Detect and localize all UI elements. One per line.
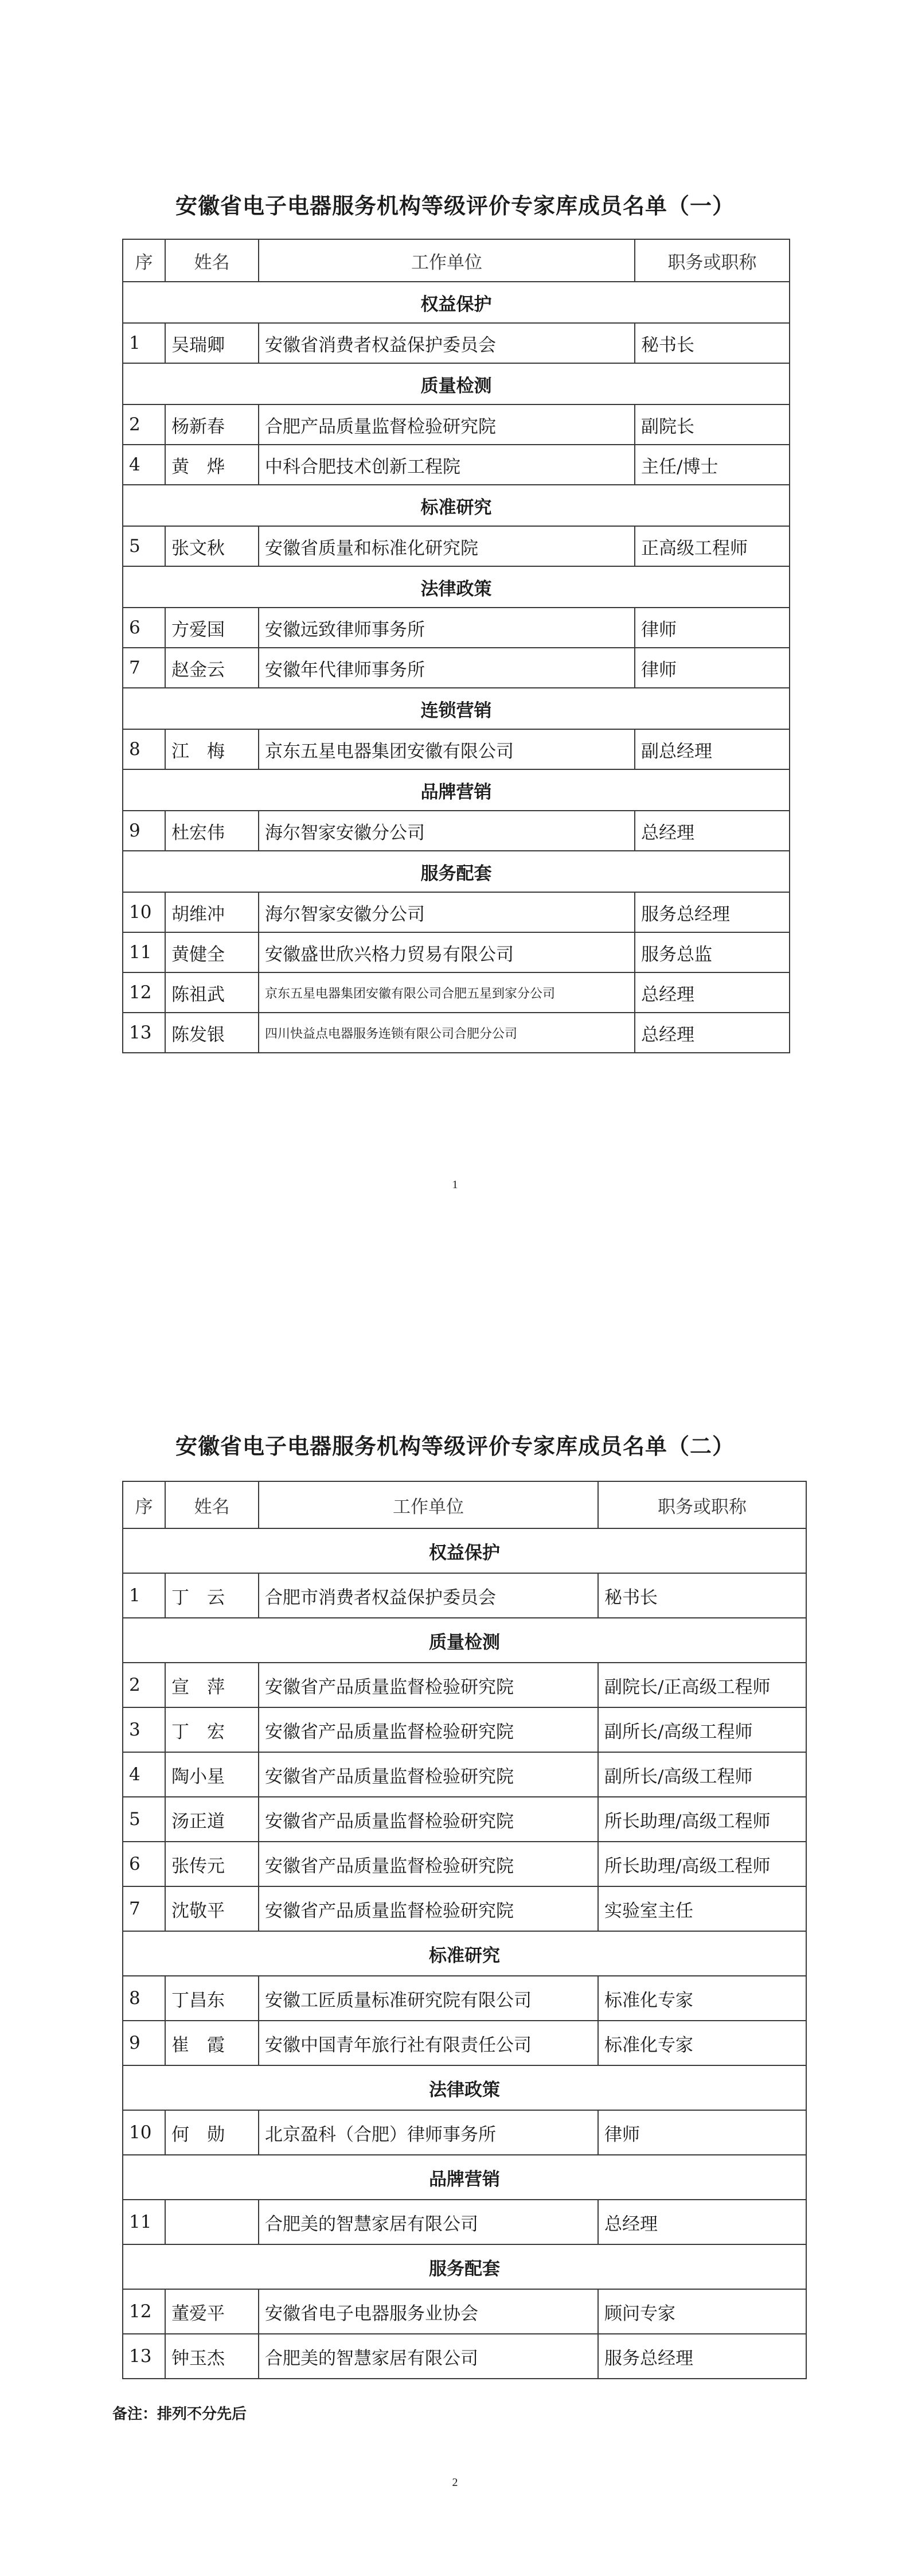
table-row (123, 2110, 806, 2155)
header-org: 工作单位 (259, 239, 635, 282)
cell-organization: 安徽中国青年旅行社有限责任公司 (259, 2021, 598, 2065)
table-row (123, 526, 790, 566)
cell-name: 何 勋 (165, 2110, 259, 2155)
cell-name: 丁 云 (165, 1573, 259, 1618)
cell-position: 实验室主任 (598, 1886, 806, 1931)
cell-position: 顾问专家 (598, 2289, 806, 2334)
cell-position: 副总经理 (635, 729, 790, 769)
cell-organization: 安徽省消费者权益保护委员会 (259, 323, 635, 363)
cell-number: 5 (123, 1797, 165, 1842)
category-row (123, 2155, 806, 2200)
cell-position: 秘书长 (598, 1573, 806, 1618)
expert-roster-table (122, 239, 790, 1053)
table-row (123, 445, 790, 485)
cell-number: 7 (123, 648, 165, 688)
category-label: 标准研究 (123, 1931, 806, 1976)
table-row (123, 2200, 806, 2244)
category-row (123, 2244, 806, 2289)
footnote: 备注：排列不分先后 (112, 2406, 247, 2423)
table-row (123, 1663, 806, 1707)
category-row (123, 688, 790, 729)
cell-organization: 合肥美的智慧家居有限公司 (259, 2200, 598, 2244)
cell-name: 陶小星 (165, 1752, 259, 1797)
category-label: 权益保护 (123, 1528, 806, 1573)
cell-position: 所长助理/高级工程师 (598, 1842, 806, 1886)
table-row (123, 1707, 806, 1752)
cell-name: 胡维冲 (165, 892, 259, 932)
table-header-row (123, 1481, 806, 1528)
cell-organization: 安徽盛世欣兴格力贸易有限公司 (259, 932, 635, 972)
page-number: 1 (452, 1178, 458, 1191)
cell-name: 张文秋 (165, 526, 259, 566)
cell-number: 7 (123, 1886, 165, 1931)
table-row (123, 972, 790, 1013)
table-row (123, 608, 790, 648)
cell-organization: 四川快益点电器服务连锁有限公司合肥分公司 (259, 1013, 635, 1053)
cell-organization: 安徽省产品质量监督检验研究院 (259, 1842, 598, 1886)
cell-number: 6 (123, 608, 165, 648)
cell-position: 律师 (635, 608, 790, 648)
category-label: 品牌营销 (123, 2155, 806, 2200)
cell-number: 10 (123, 892, 165, 932)
header-org: 工作单位 (259, 1481, 598, 1528)
header-title: 职务或职称 (598, 1481, 806, 1528)
category-row (123, 566, 790, 608)
cell-organization: 安徽省电子电器服务业协会 (259, 2289, 598, 2334)
header-title: 职务或职称 (635, 239, 790, 282)
table-row (123, 1976, 806, 2021)
table-row (123, 1797, 806, 1842)
cell-position: 标准化专家 (598, 1976, 806, 2021)
cell-number: 10 (123, 2110, 165, 2155)
cell-number: 3 (123, 1707, 165, 1752)
table-row (123, 932, 790, 972)
cell-organization: 安徽省产品质量监督检验研究院 (259, 1886, 598, 1931)
cell-organization: 京东五星电器集团安徽有限公司 (259, 729, 635, 769)
cell-number: 13 (123, 2334, 165, 2379)
cell-organization: 安徽省产品质量监督检验研究院 (259, 1663, 598, 1707)
cell-name: 吴瑞卿 (165, 323, 259, 363)
category-label: 法律政策 (123, 2065, 806, 2110)
cell-number: 2 (123, 1663, 165, 1707)
category-label: 品牌营销 (123, 769, 790, 811)
category-row (123, 851, 790, 892)
category-label: 质量检测 (123, 1618, 806, 1663)
cell-position: 副院长 (635, 404, 790, 445)
category-label: 标准研究 (123, 485, 790, 526)
header-name: 姓名 (165, 239, 259, 282)
cell-organization: 海尔智家安徽分公司 (259, 811, 635, 851)
cell-number: 1 (123, 1573, 165, 1618)
table-row (123, 1752, 806, 1797)
category-row (123, 282, 790, 323)
cell-organization: 海尔智家安徽分公司 (259, 892, 635, 932)
cell-organization: 安徽省质量和标准化研究院 (259, 526, 635, 566)
cell-position: 标准化专家 (598, 2021, 806, 2065)
cell-name (165, 2200, 259, 2244)
cell-number: 11 (123, 932, 165, 972)
cell-number: 8 (123, 1976, 165, 2021)
category-label: 法律政策 (123, 566, 790, 608)
cell-position: 正高级工程师 (635, 526, 790, 566)
table-row (123, 648, 790, 688)
cell-name: 杜宏伟 (165, 811, 259, 851)
page-number: 2 (452, 2476, 458, 2489)
category-label: 连锁营销 (123, 688, 790, 729)
category-row (123, 485, 790, 526)
cell-organization: 安徽省产品质量监督检验研究院 (259, 1752, 598, 1797)
cell-position: 总经理 (635, 972, 790, 1013)
cell-position: 副院长/正高级工程师 (598, 1663, 806, 1707)
cell-organization: 合肥产品质量监督检验研究院 (259, 404, 635, 445)
table-row (123, 2021, 806, 2065)
cell-number: 8 (123, 729, 165, 769)
cell-name: 沈敬平 (165, 1886, 259, 1931)
page-title: 安徽省电子电器服务机构等级评价专家库成员名单（二） (175, 1433, 735, 1459)
table-row (123, 323, 790, 363)
category-row (123, 2065, 806, 2110)
cell-number: 9 (123, 811, 165, 851)
cell-number: 6 (123, 1842, 165, 1886)
header-name: 姓名 (165, 1481, 259, 1528)
cell-position: 律师 (635, 648, 790, 688)
cell-position: 律师 (598, 2110, 806, 2155)
cell-name: 丁昌东 (165, 1976, 259, 2021)
cell-name: 崔 霞 (165, 2021, 259, 2065)
cell-number: 12 (123, 972, 165, 1013)
expert-roster-table (122, 1481, 807, 2379)
cell-position: 总经理 (598, 2200, 806, 2244)
cell-organization: 安徽省产品质量监督检验研究院 (259, 1797, 598, 1842)
cell-organization: 合肥美的智慧家居有限公司 (259, 2334, 598, 2379)
cell-name: 陈祖武 (165, 972, 259, 1013)
table-row (123, 892, 790, 932)
cell-name: 黄健全 (165, 932, 259, 972)
header-no: 序 (123, 239, 165, 282)
cell-name: 黄 烨 (165, 445, 259, 485)
cell-name: 丁 宏 (165, 1707, 259, 1752)
category-label: 服务配套 (123, 851, 790, 892)
cell-name: 钟玉杰 (165, 2334, 259, 2379)
category-label: 质量检测 (123, 363, 790, 404)
category-row (123, 363, 790, 404)
category-row (123, 1618, 806, 1663)
category-label: 服务配套 (123, 2244, 806, 2289)
cell-organization: 安徽年代律师事务所 (259, 648, 635, 688)
cell-organization: 北京盈科（合肥）律师事务所 (259, 2110, 598, 2155)
cell-name: 董爱平 (165, 2289, 259, 2334)
cell-name: 宣 萍 (165, 1663, 259, 1707)
cell-organization: 京东五星电器集团安徽有限公司合肥五星到家分公司 (259, 972, 635, 1013)
table-row (123, 1013, 790, 1053)
category-label: 权益保护 (123, 282, 790, 323)
cell-number: 13 (123, 1013, 165, 1053)
page-title: 安徽省电子电器服务机构等级评价专家库成员名单（一） (175, 193, 735, 219)
cell-number: 12 (123, 2289, 165, 2334)
cell-organization: 安徽省产品质量监督检验研究院 (259, 1707, 598, 1752)
cell-name: 赵金云 (165, 648, 259, 688)
cell-position: 总经理 (635, 811, 790, 851)
cell-name: 陈发银 (165, 1013, 259, 1053)
table-header-row (123, 239, 790, 282)
cell-number: 4 (123, 445, 165, 485)
cell-name: 江 梅 (165, 729, 259, 769)
cell-number: 2 (123, 404, 165, 445)
cell-organization: 安徽远致律师事务所 (259, 608, 635, 648)
cell-number: 4 (123, 1752, 165, 1797)
cell-position: 服务总经理 (598, 2334, 806, 2379)
cell-name: 汤正道 (165, 1797, 259, 1842)
cell-position: 服务总监 (635, 932, 790, 972)
cell-number: 9 (123, 2021, 165, 2065)
cell-position: 所长助理/高级工程师 (598, 1797, 806, 1842)
cell-position: 总经理 (635, 1013, 790, 1053)
table-row (123, 1842, 806, 1886)
cell-organization: 安徽工匠质量标准研究院有限公司 (259, 1976, 598, 2021)
table-row (123, 729, 790, 769)
table-row (123, 2289, 806, 2334)
cell-name: 杨新春 (165, 404, 259, 445)
table-row (123, 1573, 806, 1618)
category-row (123, 1931, 806, 1976)
category-row (123, 769, 790, 811)
cell-position: 副所长/高级工程师 (598, 1752, 806, 1797)
cell-name: 方爱国 (165, 608, 259, 648)
cell-name: 张传元 (165, 1842, 259, 1886)
cell-position: 秘书长 (635, 323, 790, 363)
table-row (123, 811, 790, 851)
table-row (123, 2334, 806, 2379)
cell-position: 副所长/高级工程师 (598, 1707, 806, 1752)
cell-number: 5 (123, 526, 165, 566)
header-no: 序 (123, 1481, 165, 1528)
table-row (123, 404, 790, 445)
cell-number: 1 (123, 323, 165, 363)
cell-organization: 合肥市消费者权益保护委员会 (259, 1573, 598, 1618)
cell-number: 11 (123, 2200, 165, 2244)
category-row (123, 1528, 806, 1573)
cell-position: 服务总经理 (635, 892, 790, 932)
table-row (123, 1886, 806, 1931)
cell-organization: 中科合肥技术创新工程院 (259, 445, 635, 485)
cell-position: 主任/博士 (635, 445, 790, 485)
